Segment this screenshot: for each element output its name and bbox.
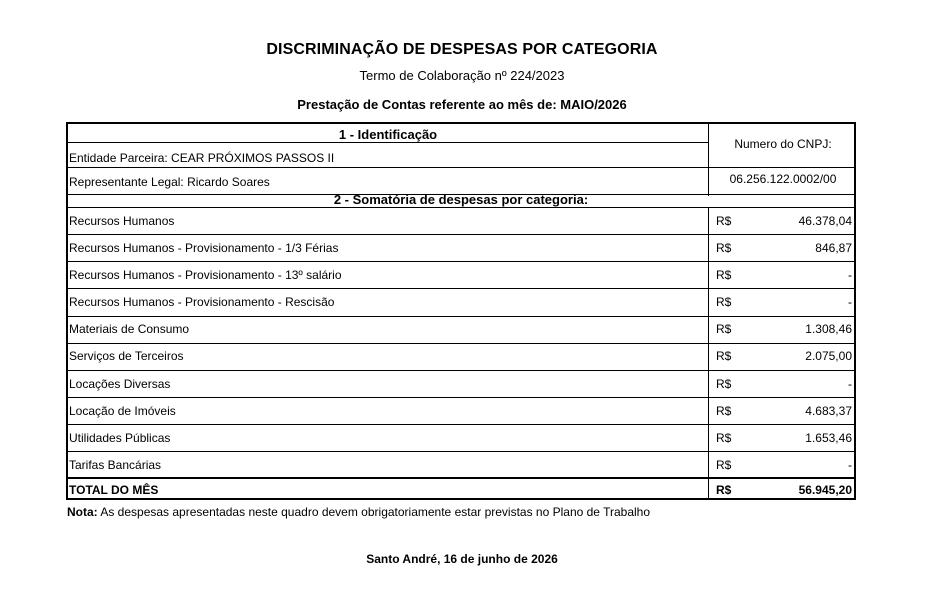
partner-entity: Entidade Parceira: CEAR PRÓXIMOS PASSOS II [69, 151, 335, 165]
currency-symbol: R$ [716, 322, 732, 336]
cnpj-label: Numero do CNPJ: [734, 137, 832, 151]
category-amount: 2.075,00 [805, 349, 852, 363]
cnpj-value: 06.256.122.0002/00 [729, 172, 837, 186]
footnote-label: Nota: [67, 505, 98, 519]
category-amount: 846,87 [815, 241, 852, 255]
row-divider [68, 397, 854, 398]
legal-representative: Representante Legal: Ricardo Soares [69, 175, 270, 189]
agreement-number: Termo de Colaboração nº 224/2023 [359, 68, 565, 83]
amount-column-divider [708, 207, 709, 498]
row-divider [68, 424, 854, 425]
document-title: DISCRIMINAÇÃO DE DESPESAS POR CATEGORIA [266, 41, 658, 58]
category-label: Tarifas Bancárias [69, 458, 162, 472]
currency-symbol: R$ [716, 377, 732, 391]
total-label: TOTAL DO MÊS [69, 483, 159, 497]
row-divider [68, 316, 854, 317]
category-label: Utilidades Públicas [69, 431, 171, 445]
currency-symbol: R$ [716, 295, 732, 309]
category-amount: - [848, 268, 852, 282]
row-divider [68, 288, 854, 289]
currency-symbol: R$ [716, 214, 732, 228]
expenses-section-title: 2 - Somatória de despesas por categoria: [333, 192, 589, 207]
reporting-period: Prestação de Contas referente ao mês de: MAIO/2026 [297, 97, 627, 112]
category-label: Materiais de Consumo [69, 322, 190, 336]
row-divider [68, 142, 708, 143]
category-amount: 46.378,04 [798, 214, 852, 228]
total-amount: 56.945,20 [798, 483, 852, 497]
currency-symbol: R$ [716, 404, 732, 418]
category-label: Recursos Humanos - Provisionamento - 1/3 Férias [69, 241, 339, 255]
category-amount: - [848, 377, 852, 391]
row-divider [68, 370, 854, 371]
currency-symbol: R$ [716, 458, 732, 472]
row-divider [68, 451, 854, 452]
category-label: Serviços de Terceiros [69, 349, 184, 363]
currency-symbol: R$ [716, 268, 732, 282]
currency-symbol: R$ [716, 483, 732, 497]
row-divider [68, 234, 854, 235]
row-divider [68, 167, 854, 168]
row-divider [68, 343, 854, 344]
currency-symbol: R$ [716, 241, 732, 255]
category-amount: - [848, 295, 852, 309]
currency-symbol: R$ [716, 431, 732, 445]
currency-symbol: R$ [716, 349, 732, 363]
category-amount: - [848, 458, 852, 472]
category-label: Recursos Humanos [69, 214, 175, 228]
row-divider [68, 207, 854, 208]
footnote [67, 505, 650, 519]
category-amount: 1.653,46 [805, 431, 852, 445]
expense-table [66, 122, 856, 500]
place-and-date: Santo André, 16 de junho de 2026 [366, 552, 558, 566]
category-label: Recursos Humanos - Provisionamento - Rescisão [69, 295, 335, 309]
row-divider [68, 261, 854, 262]
category-amount: 4.683,37 [805, 404, 852, 418]
footnote-text: As despesas apresentadas neste quadro devem obrigatoriamente estar previstas no Plano de Trabalho [97, 505, 651, 519]
identification-section-title: 1 - Identificação [338, 127, 438, 142]
total-divider [68, 477, 854, 479]
category-label: Locação de Imóveis [69, 404, 176, 418]
identification-divider [708, 124, 709, 196]
category-amount: 1.308,46 [805, 322, 852, 336]
category-label: Locações Diversas [69, 377, 171, 391]
category-label: Recursos Humanos - Provisionamento - 13º salário [69, 268, 342, 282]
